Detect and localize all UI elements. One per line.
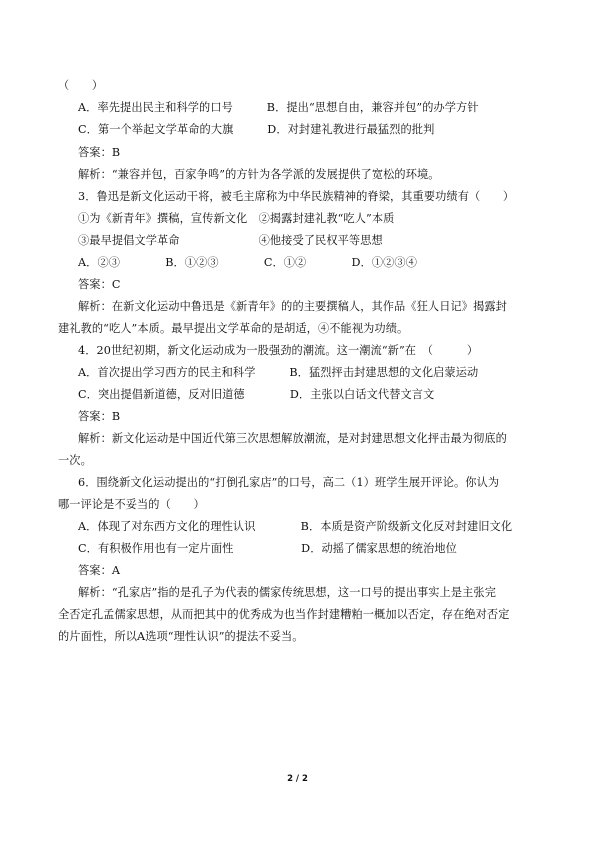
page-number: 2 / 2 [287,774,308,784]
analysis-line: 建礼教的“吃人”本质。最早提出文学革命的是胡适，④不能视为功绩。 [58,322,409,335]
option-line: A．②③ B．①②③ C．①② D．①②③④ [78,256,417,269]
answer-line: 答案：A [78,564,121,577]
question-6-cont: 哪一评论是不妥当的（ ） [58,498,205,511]
option-line: A．体现了对东西方文化的理性认识 B．本质是资产阶级新文化反对封建旧文化 [78,520,513,533]
option-line: C．突出提倡新道德，反对旧道德 D．主张以白话文代替文言文 [78,388,435,401]
question-6: 6．围绕新文化运动提出的“打倒孔家店”的口号，高二（1）班学生展开评论。你认为 [78,476,500,489]
analysis-line: 解析：“兼容并包，百家争鸣”的方针为各学派的发展提供了宽松的环境。 [78,168,440,181]
analysis-line: 解析：在新文化运动中鲁迅是《新青年》的的主要撰稿人，其作品《狂人日记》揭露封 [78,300,507,313]
analysis-line: 解析：新文化运动是中国近代第三次思想解放潮流，是对封建思想文化抨击最为彻底的 [78,432,507,445]
option-line: ③最早提倡文学革命 ④他接受了民权平等思想 [78,234,383,247]
analysis-line: 的片面性，所以A选项“理性认识”的提法不妥当。 [58,630,304,643]
analysis-line: 一次。 [58,454,92,467]
option-line: ①为《新青年》撰稿，宣传新文化 ②揭露封建礼教“吃人”本质 [78,212,395,225]
analysis-line: 全否定孔孟儒家思想，从而把其中的优秀成为也当作封建糟粕一概加以否定，存在绝对否定 [58,608,510,621]
option-line: A．率先提出民主和科学的口号 B．提出“思想自由，兼容并包”的办学方针 [78,101,479,114]
question-3: 3．鲁迅是新文化运动干将，被毛主席称为中华民族精神的脊梁，其重要功绩有（ ） [78,190,515,203]
answer-line: 答案：C [78,278,121,291]
analysis-line: 解析：“孔家店”指的是孔子为代表的儒家传统思想，这一口号的提出事实上是主张完 [78,586,496,599]
question-4: 4．20世纪初期，新文化运动成为一股强劲的潮流。这一潮流“新”在 （ ） [78,344,479,357]
question-bracket: （ ） [58,79,104,92]
option-line: C．有积极作用也有一定片面性 D．动摇了儒家思想的统治地位 [78,542,457,555]
option-line: C．第一个举起文学革命的大旗 D．对封建礼教进行最猛烈的批判 [78,123,435,136]
answer-line: 答案：B [78,146,121,159]
answer-line: 答案：B [78,410,121,423]
option-line: A．首次提出学习西方的民主和科学 B．猛烈抨击封建思想的文化启蒙运动 [78,366,479,379]
